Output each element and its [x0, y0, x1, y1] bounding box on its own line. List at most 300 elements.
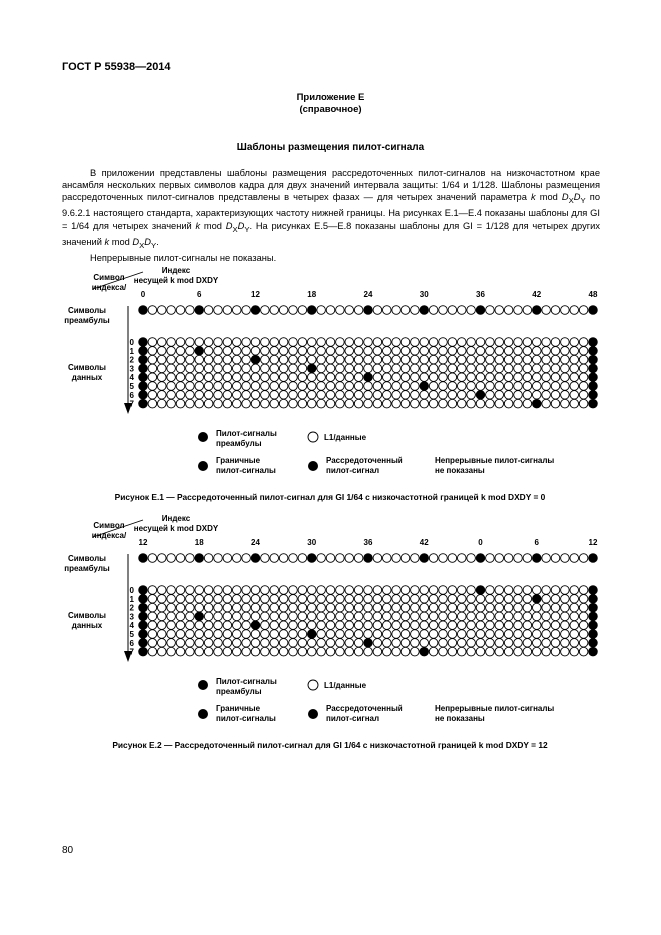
data-cell-dot: [532, 639, 541, 648]
data-cell-dot: [570, 630, 579, 639]
data-cell-dot: [326, 391, 335, 400]
data-cell-dot: [157, 554, 166, 563]
data-cell-dot: [167, 554, 176, 563]
data-cell-dot: [279, 364, 288, 373]
symbol-index-label: индекса/: [91, 531, 127, 540]
data-cell-dot: [317, 347, 326, 356]
data-cell-dot: [186, 364, 195, 373]
data-cell-dot: [298, 391, 307, 400]
data-cell-dot: [373, 347, 382, 356]
data-cell-dot: [392, 364, 401, 373]
data-cell-dot: [411, 612, 420, 621]
data-cell-dot: [439, 612, 448, 621]
data-cell-dot: [195, 391, 204, 400]
data-cell-dot: [270, 338, 279, 347]
data-cell-dot: [307, 595, 316, 604]
data-cell-dot: [467, 373, 476, 382]
data-cell-dot: [382, 347, 391, 356]
data-cell-dot: [476, 647, 485, 656]
data-cell-dot: [251, 373, 260, 382]
data-cell-dot: [307, 382, 316, 391]
data-cell-dot: [289, 554, 298, 563]
data-cell-dot: [532, 621, 541, 630]
data-row-label: 6: [129, 390, 134, 400]
data-cell-dot: [167, 338, 176, 347]
data-cell-dot: [326, 306, 335, 315]
data-cell-dot: [467, 347, 476, 356]
data-cell-dot: [523, 639, 532, 648]
data-cell-dot: [204, 306, 213, 315]
preamble-symbols-label: преамбулы: [64, 564, 110, 573]
data-cell-dot: [411, 639, 420, 648]
data-cell-dot: [354, 603, 363, 612]
data-cell-dot: [532, 355, 541, 364]
data-cell-dot: [401, 603, 410, 612]
data-cell-dot: [392, 595, 401, 604]
preamble-symbols-label: Символы: [67, 554, 107, 563]
data-cell-dot: [195, 373, 204, 382]
data-cell-dot: [373, 382, 382, 391]
data-cell-dot: [457, 306, 466, 315]
data-cell-dot: [354, 639, 363, 648]
data-cell-dot: [167, 306, 176, 315]
data-cell-dot: [195, 399, 204, 408]
preamble-pilot-dot: [589, 306, 598, 315]
data-cell-dot: [232, 364, 241, 373]
data-cell-dot: [251, 586, 260, 595]
data-cell-dot: [542, 391, 551, 400]
legend-scattered-pilot-icon: [308, 709, 318, 719]
scattered-pilot-dot: [532, 595, 541, 604]
data-cell-dot: [429, 391, 438, 400]
data-cell-dot: [504, 382, 513, 391]
data-cell-dot: [448, 306, 457, 315]
data-cell-dot: [551, 347, 560, 356]
data-cell-dot: [579, 306, 588, 315]
data-cell-dot: [232, 373, 241, 382]
data-cell-dot: [448, 595, 457, 604]
data-cell-dot: [336, 399, 345, 408]
data-cell-dot: [232, 347, 241, 356]
data-cell-dot: [270, 355, 279, 364]
data-cell-dot: [523, 554, 532, 563]
data-cell-dot: [232, 621, 241, 630]
data-cell-dot: [232, 382, 241, 391]
data-cell-dot: [429, 355, 438, 364]
data-cell-dot: [542, 382, 551, 391]
data-cell-dot: [570, 647, 579, 656]
data-cell-dot: [411, 338, 420, 347]
edge-pilot-dot: [589, 355, 598, 364]
data-cell-dot: [204, 647, 213, 656]
data-cell-dot: [420, 630, 429, 639]
data-cell-dot: [270, 364, 279, 373]
data-cell-dot: [382, 399, 391, 408]
data-cell-dot: [204, 554, 213, 563]
data-cell-dot: [373, 373, 382, 382]
data-cell-dot: [214, 639, 223, 648]
data-cell-dot: [504, 630, 513, 639]
data-cell-dot: [382, 355, 391, 364]
data-cell-dot: [467, 595, 476, 604]
data-cell-dot: [307, 621, 316, 630]
data-cell-dot: [270, 382, 279, 391]
data-cell-dot: [186, 630, 195, 639]
data-cell-dot: [261, 382, 270, 391]
data-cell-dot: [186, 391, 195, 400]
data-cell-dot: [232, 612, 241, 621]
data-cell-dot: [354, 373, 363, 382]
data-cell-dot: [551, 391, 560, 400]
data-cell-dot: [148, 399, 157, 408]
data-cell-dot: [157, 373, 166, 382]
data-cell-dot: [429, 586, 438, 595]
data-cell-dot: [148, 306, 157, 315]
data-symbols-label: данных: [71, 373, 103, 382]
data-cell-dot: [148, 355, 157, 364]
data-cell-dot: [392, 639, 401, 648]
data-cell-dot: [307, 338, 316, 347]
edge-pilot-dot: [139, 347, 148, 356]
edge-pilot-dot: [589, 399, 598, 408]
data-cell-dot: [457, 612, 466, 621]
data-cell-dot: [504, 373, 513, 382]
data-cell-dot: [467, 639, 476, 648]
data-cell-dot: [289, 391, 298, 400]
data-cell-dot: [345, 595, 354, 604]
data-cell-dot: [467, 391, 476, 400]
data-cell-dot: [420, 399, 429, 408]
data-cell-dot: [570, 373, 579, 382]
data-cell-dot: [551, 338, 560, 347]
legend-preamble-pilot-icon: [198, 432, 208, 442]
data-cell-dot: [570, 355, 579, 364]
carrier-tick-label: 0: [140, 290, 146, 299]
page-number: 80: [62, 845, 74, 856]
data-cell-dot: [448, 603, 457, 612]
data-cell-dot: [467, 399, 476, 408]
data-cell-dot: [401, 586, 410, 595]
data-cell-dot: [317, 355, 326, 364]
data-cell-dot: [354, 364, 363, 373]
data-cell-dot: [476, 347, 485, 356]
preamble-pilot-dot: [476, 554, 485, 563]
data-cell-dot: [223, 364, 232, 373]
data-cell-dot: [176, 355, 185, 364]
data-cell-dot: [195, 647, 204, 656]
data-cell-dot: [242, 595, 251, 604]
data-cell-dot: [439, 647, 448, 656]
data-cell-dot: [486, 595, 495, 604]
edge-pilot-dot: [139, 647, 148, 656]
data-cell-dot: [429, 595, 438, 604]
data-cell-dot: [317, 639, 326, 648]
data-cell-dot: [467, 630, 476, 639]
data-cell-dot: [382, 639, 391, 648]
data-cell-dot: [486, 554, 495, 563]
data-cell-dot: [186, 399, 195, 408]
carrier-tick-label: 6: [197, 290, 202, 299]
data-cell-dot: [561, 399, 570, 408]
data-cell-dot: [551, 630, 560, 639]
data-cell-dot: [448, 364, 457, 373]
scattered-pilot-dot: [307, 630, 316, 639]
data-cell-dot: [570, 586, 579, 595]
data-cell-dot: [214, 306, 223, 315]
data-cell-dot: [429, 382, 438, 391]
data-cell-dot: [439, 347, 448, 356]
data-cell-dot: [373, 391, 382, 400]
data-cell-dot: [476, 630, 485, 639]
data-cell-dot: [401, 595, 410, 604]
data-cell-dot: [298, 382, 307, 391]
legend-scattered-pilot-label: Рассредоточенный: [326, 456, 403, 465]
data-cell-dot: [542, 364, 551, 373]
data-cell-dot: [195, 603, 204, 612]
scattered-pilot-dot: [532, 399, 541, 408]
data-cell-dot: [279, 399, 288, 408]
data-cell-dot: [204, 338, 213, 347]
data-cell-dot: [561, 586, 570, 595]
preamble-pilot-dot: [307, 554, 316, 563]
data-cell-dot: [223, 595, 232, 604]
data-cell-dot: [439, 364, 448, 373]
data-cell-dot: [317, 595, 326, 604]
data-cell-dot: [457, 364, 466, 373]
data-cell-dot: [467, 647, 476, 656]
data-cell-dot: [561, 373, 570, 382]
legend-continual-note: не показаны: [435, 714, 485, 723]
data-cell-dot: [176, 554, 185, 563]
data-cell-dot: [148, 630, 157, 639]
data-cell-dot: [251, 399, 260, 408]
data-cell-dot: [401, 391, 410, 400]
data-cell-dot: [176, 391, 185, 400]
data-cell-dot: [176, 364, 185, 373]
intro-text: [62, 167, 600, 264]
data-cell-dot: [270, 391, 279, 400]
data-cell-dot: [148, 373, 157, 382]
data-cell-dot: [336, 647, 345, 656]
carrier-tick-label: 36: [476, 290, 485, 299]
data-cell-dot: [270, 373, 279, 382]
preamble-pilot-dot: [532, 554, 541, 563]
data-cell-dot: [204, 347, 213, 356]
data-cell-dot: [579, 399, 588, 408]
data-cell-dot: [476, 399, 485, 408]
data-cell-dot: [261, 364, 270, 373]
data-cell-dot: [232, 595, 241, 604]
data-cell-dot: [373, 647, 382, 656]
carrier-index-label: несущей k mod DXDY: [133, 524, 219, 533]
data-cell-dot: [439, 630, 448, 639]
data-cell-dot: [223, 603, 232, 612]
data-cell-dot: [176, 639, 185, 648]
data-cell-dot: [420, 612, 429, 621]
data-cell-dot: [542, 612, 551, 621]
data-cell-dot: [570, 338, 579, 347]
data-cell-dot: [364, 399, 373, 408]
data-cell-dot: [279, 586, 288, 595]
data-cell-dot: [223, 554, 232, 563]
data-cell-dot: [354, 612, 363, 621]
data-cell-dot: [336, 630, 345, 639]
data-cell-dot: [392, 306, 401, 315]
data-cell-dot: [298, 647, 307, 656]
data-cell-dot: [251, 630, 260, 639]
preamble-pilot-dot: [364, 554, 373, 563]
data-cell-dot: [392, 554, 401, 563]
data-cell-dot: [448, 621, 457, 630]
legend-edge-pilot-label: Граничные: [216, 456, 261, 465]
edge-pilot-dot: [139, 382, 148, 391]
data-cell-dot: [204, 639, 213, 648]
data-cell-dot: [392, 647, 401, 656]
data-cell-dot: [261, 347, 270, 356]
data-cell-dot: [204, 603, 213, 612]
data-cell-dot: [242, 399, 251, 408]
data-cell-dot: [261, 603, 270, 612]
data-cell-dot: [495, 621, 504, 630]
data-cell-dot: [270, 306, 279, 315]
data-cell-dot: [242, 391, 251, 400]
legend-edge-pilot-icon: [198, 461, 208, 471]
data-cell-dot: [486, 586, 495, 595]
data-cell-dot: [382, 630, 391, 639]
data-cell-dot: [523, 612, 532, 621]
data-cell-dot: [523, 391, 532, 400]
data-cell-dot: [504, 306, 513, 315]
data-cell-dot: [504, 621, 513, 630]
data-cell-dot: [157, 306, 166, 315]
scattered-pilot-dot: [476, 391, 485, 400]
carrier-index-label: Индекс: [161, 514, 191, 523]
data-cell-dot: [429, 639, 438, 648]
data-cell-dot: [448, 586, 457, 595]
data-cell-dot: [448, 391, 457, 400]
scattered-pilot-dot: [364, 373, 373, 382]
data-cell-dot: [504, 338, 513, 347]
preamble-pilot-dot: [589, 554, 598, 563]
data-cell-dot: [467, 586, 476, 595]
data-cell-dot: [495, 306, 504, 315]
data-cell-dot: [448, 612, 457, 621]
data-cell-dot: [242, 373, 251, 382]
data-cell-dot: [251, 382, 260, 391]
data-cell-dot: [504, 399, 513, 408]
data-cell-dot: [401, 373, 410, 382]
kmod-expr: k: [530, 192, 536, 203]
legend-l1-data-label: L1/данные: [324, 433, 367, 442]
data-cell-dot: [448, 647, 457, 656]
data-cell-dot: [579, 647, 588, 656]
data-cell-dot: [326, 399, 335, 408]
data-cell-dot: [439, 355, 448, 364]
data-cell-dot: [232, 399, 241, 408]
data-cell-dot: [373, 306, 382, 315]
edge-pilot-dot: [139, 586, 148, 595]
data-cell-dot: [261, 391, 270, 400]
data-cell-dot: [307, 347, 316, 356]
data-cell-dot: [551, 382, 560, 391]
data-symbols-label: Символы: [67, 611, 107, 620]
data-cell-dot: [223, 621, 232, 630]
data-cell-dot: [354, 399, 363, 408]
data-cell-dot: [514, 621, 523, 630]
document-header: ГОСТ Р 55938—2014: [62, 61, 171, 73]
data-row-label: 3: [129, 364, 134, 374]
data-cell-dot: [532, 347, 541, 356]
carrier-index-label: Индекс: [161, 266, 191, 275]
data-cell-dot: [532, 364, 541, 373]
carrier-tick-label: 12: [588, 538, 598, 547]
data-cell-dot: [514, 595, 523, 604]
data-cell-dot: [148, 364, 157, 373]
scattered-pilot-dot: [420, 382, 429, 391]
preamble-symbols-label: преамбулы: [64, 316, 110, 325]
data-cell-dot: [467, 355, 476, 364]
data-cell-dot: [204, 373, 213, 382]
data-cell-dot: [532, 338, 541, 347]
data-cell-dot: [457, 391, 466, 400]
legend-continual-note: Непрерывные пилот-сигналы: [435, 456, 555, 465]
data-cell-dot: [345, 391, 354, 400]
data-cell-dot: [561, 630, 570, 639]
data-cell-dot: [232, 391, 241, 400]
data-cell-dot: [457, 630, 466, 639]
data-cell-dot: [336, 355, 345, 364]
data-cell-dot: [495, 554, 504, 563]
data-cell-dot: [186, 338, 195, 347]
appendix-title: Приложение Е: [296, 92, 365, 103]
data-cell-dot: [457, 621, 466, 630]
legend-preamble-pilot-label: преамбулы: [216, 687, 262, 696]
data-cell-dot: [542, 554, 551, 563]
data-cell-dot: [317, 621, 326, 630]
data-cell-dot: [214, 554, 223, 563]
data-cell-dot: [157, 586, 166, 595]
data-cell-dot: [429, 603, 438, 612]
data-cell-dot: [232, 647, 241, 656]
edge-pilot-dot: [139, 639, 148, 648]
data-cell-dot: [261, 647, 270, 656]
data-cell-dot: [307, 586, 316, 595]
data-cell-dot: [317, 306, 326, 315]
data-cell-dot: [532, 382, 541, 391]
data-cell-dot: [401, 364, 410, 373]
data-cell-dot: [514, 647, 523, 656]
data-cell-dot: [364, 382, 373, 391]
data-cell-dot: [486, 630, 495, 639]
edge-pilot-dot: [139, 373, 148, 382]
legend-edge-pilot-label: пилот-сигналы: [216, 714, 276, 723]
data-cell-dot: [157, 355, 166, 364]
data-row-label: 7: [129, 399, 134, 409]
data-cell-dot: [429, 621, 438, 630]
carrier-tick-label: 24: [363, 290, 373, 299]
data-cell-dot: [420, 347, 429, 356]
data-cell-dot: [242, 612, 251, 621]
data-cell-dot: [429, 554, 438, 563]
preamble-pilot-dot: [476, 306, 485, 315]
data-cell-dot: [448, 373, 457, 382]
data-cell-dot: [457, 347, 466, 356]
data-cell-dot: [317, 554, 326, 563]
data-row-label: 6: [129, 638, 134, 648]
data-cell-dot: [486, 639, 495, 648]
text-run: В приложении представлены шаблоны размещения рассредоточенных пилот-сигналов на низкочастотном крае ансамбля нескольких первых символов кадра для двух значений интервала защиты: 1/64 и 1/128. Шаблоны размещения рассредоточенных пилот-сигналов представлены в четырех фазах — для четырех значений параметра: [62, 168, 600, 203]
data-cell-dot: [336, 612, 345, 621]
